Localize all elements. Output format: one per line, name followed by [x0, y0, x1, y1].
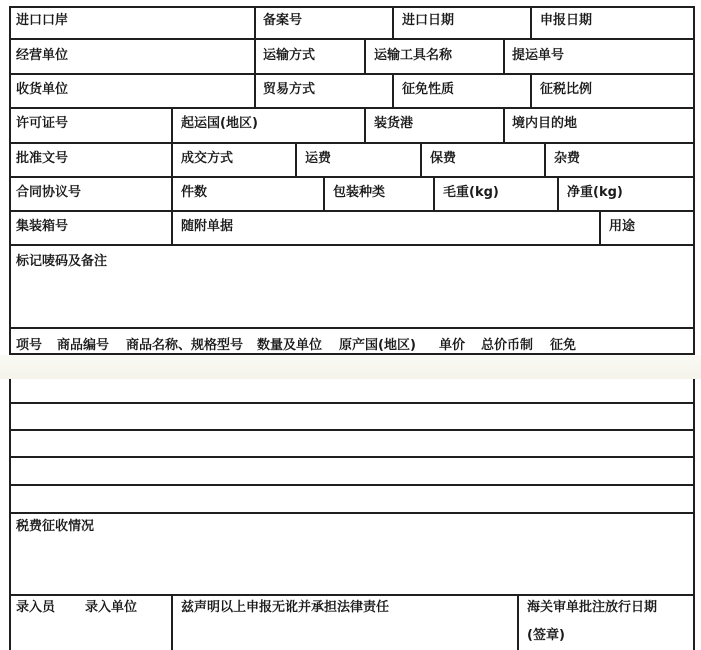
bill-no-label: 提运单号 — [512, 48, 565, 63]
transport-name-label: 运输工具名称 — [374, 48, 453, 63]
seal-label: (签章) — [527, 628, 565, 643]
rule-item-b — [9, 429, 695, 431]
goods-code-col: 商品编号 — [57, 338, 110, 353]
divider — [557, 176, 559, 211]
rule-right — [693, 6, 695, 650]
origin-col: 原产国(地区) — [339, 338, 416, 353]
rule-marks — [9, 327, 695, 329]
rule-row4 — [9, 142, 695, 144]
goods-name-col: 商品名称、规格型号 — [126, 338, 244, 353]
rule-item-c — [9, 456, 695, 458]
rule-left — [9, 6, 11, 650]
divider — [171, 210, 173, 245]
divider — [323, 176, 325, 211]
pieces-label: 件数 — [181, 185, 208, 200]
entry-clerk-label: 录入员 — [16, 600, 56, 615]
divider — [420, 142, 422, 177]
package-type-label: 包装种类 — [333, 185, 386, 200]
divider — [503, 107, 505, 143]
rule-row3 — [9, 107, 695, 109]
import-date-label: 进口日期 — [402, 13, 455, 28]
customs-approval-date-label: 海关审单批注放行日期 — [527, 600, 658, 615]
divider — [530, 73, 532, 108]
exemption-col: 征免 — [550, 338, 577, 353]
divider — [364, 107, 366, 143]
rule-row1 — [9, 38, 695, 40]
divider — [503, 38, 505, 74]
deal-mode-label: 成交方式 — [181, 151, 234, 166]
customs-declaration-form — [9, 6, 695, 650]
divider — [530, 6, 532, 39]
quantity-unit-col: 数量及单位 — [257, 338, 323, 353]
operator-label: 经营单位 — [16, 48, 69, 63]
rule-item-e — [9, 512, 695, 514]
item-no-col: 项号 — [16, 338, 43, 353]
misc-fee-label: 杂费 — [554, 151, 581, 166]
divider — [171, 142, 173, 177]
declaration-statement: 兹声明以上申报无讹并承担法律责任 — [181, 600, 390, 615]
divider — [254, 38, 256, 74]
entry-unit-label: 录入单位 — [85, 600, 138, 615]
trade-mode-label: 贸易方式 — [263, 82, 316, 97]
transport-mode-label: 运输方式 — [263, 48, 316, 63]
rule-item-a — [9, 402, 695, 404]
container-no-label: 集装箱号 — [16, 219, 69, 234]
divider — [171, 176, 173, 211]
divider — [544, 142, 546, 177]
declare-date-label: 申报日期 — [540, 13, 593, 28]
divider — [295, 142, 297, 177]
approval-no-label: 批准文号 — [16, 151, 69, 166]
attached-docs-label: 随附单据 — [181, 219, 234, 234]
gross-weight-label: 毛重(kg) — [443, 185, 499, 200]
rule-top — [9, 6, 695, 8]
tax-collection-label: 税费征收情况 — [16, 519, 95, 534]
record-no-label: 备案号 — [263, 13, 303, 28]
unit-price-col: 单价 — [439, 338, 466, 353]
contract-no-label: 合同协议号 — [16, 185, 82, 200]
divider — [364, 38, 366, 74]
exemption-nature-label: 征免性质 — [402, 82, 455, 97]
loading-port-label: 装货港 — [374, 116, 414, 131]
rule-row7 — [9, 244, 695, 246]
divider — [599, 210, 601, 245]
divider — [392, 6, 394, 39]
divider — [254, 73, 256, 108]
faded-band — [0, 355, 701, 379]
divider — [517, 594, 519, 650]
rule-row2 — [9, 73, 695, 75]
usage-label: 用途 — [609, 219, 636, 234]
divider — [433, 176, 435, 211]
insurance-label: 保费 — [430, 151, 457, 166]
license-no-label: 许可证号 — [16, 116, 69, 131]
divider — [171, 594, 173, 650]
destination-label: 境内目的地 — [512, 116, 578, 131]
rule-row5 — [9, 176, 695, 178]
divider — [392, 73, 394, 108]
net-weight-label: 净重(kg) — [567, 185, 623, 200]
rule-row6 — [9, 210, 695, 212]
divider — [254, 6, 256, 39]
origin-country-label: 起运国(地区) — [181, 116, 258, 131]
tax-ratio-label: 征税比例 — [540, 82, 593, 97]
total-currency-col: 总价币制 — [481, 338, 534, 353]
freight-label: 运费 — [305, 151, 332, 166]
rule-item-d — [9, 484, 695, 486]
rule-tax — [9, 594, 695, 596]
port-label: 进口口岸 — [16, 13, 69, 28]
consignee-label: 收货单位 — [16, 82, 69, 97]
marks-remarks-label: 标记唛码及备注 — [16, 254, 108, 269]
divider — [171, 107, 173, 143]
